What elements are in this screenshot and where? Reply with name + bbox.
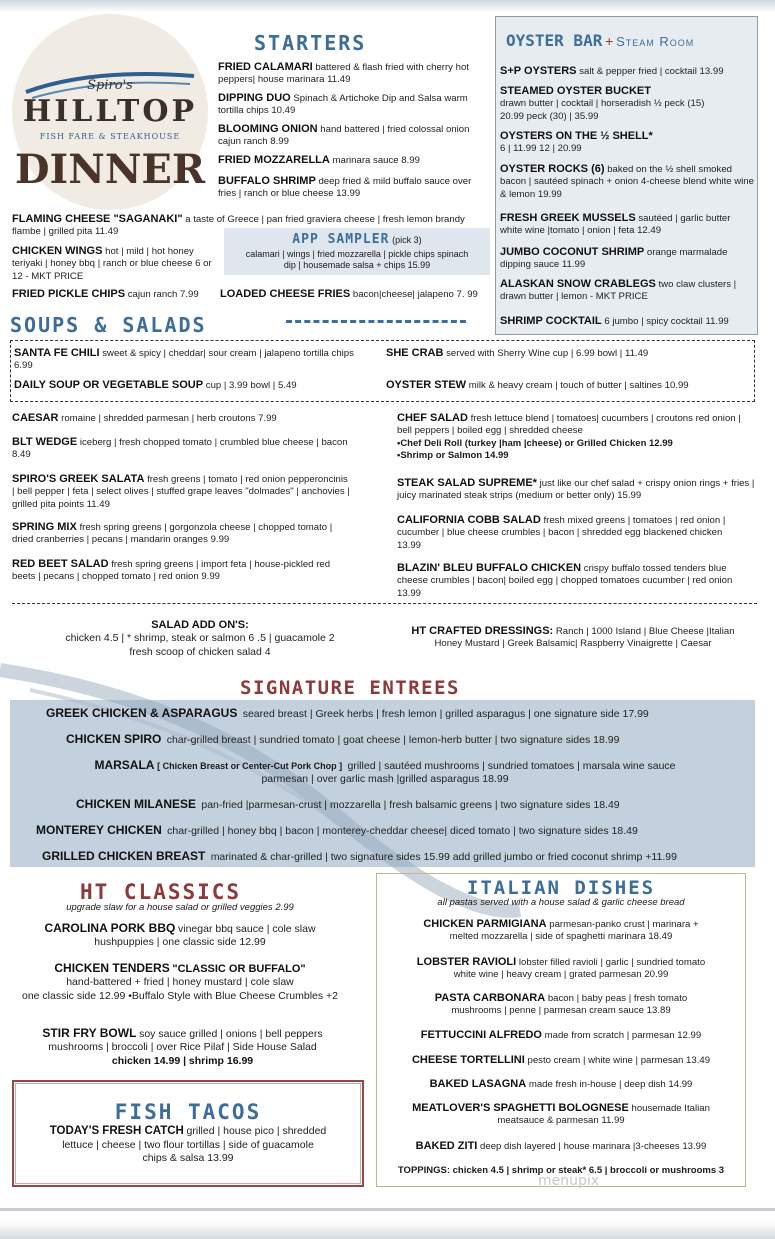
logo-tagline: FISH FARE & STEAKHOUSE: [39, 132, 181, 141]
restaurant-logo: [12, 14, 208, 210]
page-bottom-line: [0, 1208, 775, 1211]
menu-item: CAROLINA PORK BBQ vinegar bbq sauce | cole slaw hushpuppies | one classic side 12.99: [44, 921, 316, 949]
menu-item: FRIED MOZZARELLA marinara sauce 8.99: [218, 154, 420, 166]
steam-room-heading: Steam Room: [616, 34, 695, 49]
classics-note: upgrade slaw for a house salad or grilled veggies 2.99: [66, 902, 294, 913]
menu-item: ALASKAN SNOW CRABLEGS two claw clusters | drawn butter | lemon - MKT PRICE: [500, 278, 737, 303]
logo-top-text: Spiro's: [87, 78, 133, 93]
menu-item: CHICKEN WINGS hot | mild | hot honey teriyaki | honey bbq | ranch or blue cheese 6 or 12 - MKT PRICE: [12, 245, 212, 282]
dashed-divider: [286, 320, 466, 323]
top-fade: [0, 0, 775, 12]
sampler-note: (pick 3): [392, 235, 422, 245]
menu-item: FRESH GREEK MUSSELS sautéed | garlic butter white wine |tomato | onion | feta 12.49: [500, 212, 731, 237]
menu-item: S+P OYSTERS salt & pepper fried | cocktail 13.99: [500, 65, 724, 77]
watermark: menupix: [538, 1173, 600, 1189]
soups-box: [10, 340, 755, 402]
logo-hilltop: HILLTOP: [22, 94, 198, 129]
menu-item: MARSALA [ Chicken Breast or Center-Cut Pork Chop ] grilled | sautéed mushrooms | sundried tomatoes | marsala wine sauce parmesan | over garlic mash |grilled asparagus 18.99: [94, 758, 676, 786]
salad-add-ons: SALAD ADD ON'S: chicken 4.5 | * shrimp, steak or salmon 6 .5 | guacamole 2 fresh scoop of chicken salad 4: [65, 619, 335, 658]
menu-item: FLAMING CHEESE "SAGANAKI" a taste of Greece | pan fried graviera cheese | fresh lemon brandy flambe | grilled pita 11.49: [12, 213, 465, 238]
ht-classics-heading: HT CLASSICS: [80, 880, 242, 904]
menu-item: BAKED LASAGNA made fresh in-house | deep dish 14.99: [429, 1078, 693, 1090]
menu-item: STEAMED OYSTER BUCKET drawn butter | cocktail | horseradish ½ peck (15) 20.99 peck (30) | 35.99: [500, 85, 705, 122]
menu-item: LOADED CHEESE FRIES bacon|cheese| jalapeno 7. 99: [220, 288, 478, 300]
menu-item: BLAZIN' BLEU BUFFALO CHICKEN crispy buffalo tossed tenders blue cheese crumbles | bacon| boiled egg | chopped tomatoes cucumber | red onion 13.99: [397, 562, 733, 599]
menu-item: CHICKEN MILANESE pan-fried |parmesan-crust | mozzarella | fresh balsamic greens | two signature sides 18.49: [76, 797, 620, 811]
menu-item: CHEESE TORTELLINI pesto cream | white wine | parmesan 13.49: [411, 1054, 711, 1066]
menu-item: BAKED ZITI deep dish layered | house marinara |3-cheeses 13.99: [415, 1140, 707, 1152]
menu-item: SHE CRAB served with Sherry Wine cup | 6.99 bowl | 11.49: [386, 347, 649, 359]
oyster-bar-heading: OYSTER BAR: [506, 31, 603, 50]
menu-item: DAILY SOUP OR VEGETABLE SOUP cup | 3.99 bowl | 5.49: [14, 379, 297, 391]
menu-item: SPRING MIX fresh spring greens | gorgonzola cheese | chopped tomato | dried cranberries | pecans | mandarin oranges 9.99: [12, 521, 333, 546]
menu-item: FRIED PICKLE CHIPS cajun ranch 7.99: [12, 288, 199, 300]
menu-item: CAESAR romaine | shredded parmesan | herb croutons 7.99: [12, 412, 277, 424]
menu-item: GREEK CHICKEN & ASPARAGUS seared breast | Greek herbs | fresh lemon | grilled asparagus | one signature side 17.99: [46, 706, 649, 720]
menu-item: JUMBO COCONUT SHRIMP orange marmalade dipping sauce 11.99: [500, 246, 728, 271]
menu-item: CHEF SALAD fresh lettuce blend | tomatoes| cucumbers | croutons red onion | bell peppers | boiled egg | shredded cheese •Chef Deli Roll (turkey |ham |cheese) or Grilled Chicken 12.99 •Shrimp or Salmon 14.99: [397, 412, 741, 461]
menu-item: RED BEET SALAD fresh spring greens | import feta | house-pickled red beets | pecans | chopped tomato | red onion 9.99: [12, 558, 331, 583]
menu-item: LOBSTER RAVIOLI lobster filled ravioli | garlic | sundried tomato white wine | heavy cream | grated parmesan 20.99: [416, 956, 706, 981]
crafted-dressings: HT CRAFTED DRESSINGS: Ranch | 1000 Island | Blue Cheese |Italian Honey Mustard | Greek Balsamic| Raspberry Vinaigrette | Caesar: [411, 625, 735, 650]
italian-heading: ITALIAN DISHES: [466, 877, 656, 899]
signature-heading: SIGNATURE ENTREES: [240, 677, 460, 699]
toppings-line: TOPPINGS: chicken 4.5 | shrimp or steak* 6.5 | broccoli or mushrooms 3: [397, 1165, 725, 1176]
menu-item: FETTUCCINI ALFREDO made from scratch | parmesan 12.99: [420, 1029, 702, 1041]
menu-item: CALIFORNIA COBB SALAD fresh mixed greens | tomatoes | red onion | cucumber | blue cheese crumbles | bacon | shredded egg blackened chicken 13.99: [397, 514, 726, 551]
soups-salads-heading: SOUPS & SALADS: [10, 313, 207, 337]
menu-item: FRIED CALAMARI battered & flash fried with cherry hot peppers| house marinara 11.49: [218, 61, 469, 86]
sampler-title: APP SAMPLER: [292, 232, 390, 247]
divider: [12, 603, 757, 604]
menu-item: BLT WEDGE iceberg | fresh chopped tomato | crumbled blue cheese | bacon 8.49: [12, 436, 348, 461]
menu-item: MEATLOVER'S SPAGHETTI BOLOGNESE housemade Italian meatsauce & parmesan 11.99: [412, 1102, 710, 1127]
menu-item: DIPPING DUO Spinach & Artichoke Dip and Salsa warm tortilla chips 10.49: [218, 92, 468, 117]
sampler-desc: calamari | wings | fried mozzarella | pickle chips spinach dip | housemade salsa + chips 15.99: [245, 248, 469, 270]
starters-heading: STARTERS: [254, 31, 367, 55]
menu-item: STIR FRY BOWL soy sauce grilled | onions | bell peppers mushrooms | broccoli | over Rice Pilaf | Side House Salad chicken 14.99 | shrimp 16.99: [42, 1026, 323, 1067]
menu-item: CHICKEN SPIRO char-grilled breast | sundried tomato | goat cheese | lemon-herb butter | two signature sides 18.99: [66, 732, 620, 746]
menu-item: MONTEREY CHICKEN char-grilled | honey bbq | bacon | monterey-cheddar cheese| diced tomato | two signature sides 18.49: [36, 823, 638, 837]
menu-item: CHICKEN TENDERS "CLASSIC OR BUFFALO" hand-battered + fried | honey mustard | cole slaw one classic side 12.99 •Buffalo Style with Blue Cheese Crumbles +2: [21, 961, 339, 1002]
menu-item: SANTA FE CHILI sweet & spicy | cheddar| sour cream | jalapeno tortilla chips 6.99: [14, 347, 354, 372]
logo-dinner: DINNER: [14, 146, 206, 193]
menu-item: TODAY'S FRESH CATCH grilled | house pico | shredded lettuce | cheese | two flour tortillas | side of guacamole chips & salsa 13.99: [49, 1125, 327, 1165]
oyster-bar-box: [495, 16, 758, 335]
menu-item: BUFFALO SHRIMP deep fried & mild buffalo sauce over fries | ranch or blue cheese 13.99: [218, 175, 472, 200]
page-bottom-bar: [0, 1222, 775, 1239]
plus-icon: +: [605, 33, 614, 49]
menu-item: GRILLED CHICKEN BREAST marinated & char-grilled | two signature sides 15.99 add grilled jumbo or fried coconut shrimp +11.99: [42, 849, 677, 863]
menu-item: OYSTERS ON THE ½ SHELL* 6 | 11.99 12 | 20.99: [500, 130, 653, 155]
menu-item: SPIRO'S GREEK SALATA fresh greens | tomato | red onion pepperoncinis | bell pepper | feta | select olives | stuffed grape leaves "dolmades" | anchovies | grilled pita points 11.49: [12, 473, 350, 510]
menu-item: OYSTER ROCKS (6) baked on the ½ shell smoked bacon | sautéed spinach + onion 4-cheese blend white wine & lemon 19.99: [500, 163, 754, 200]
menu-item: BLOOMING ONION hand battered | fried colossal onion cajun ranch 8.99: [218, 123, 470, 148]
italian-note: all pastas served with a house salad & garlic cheese bread: [437, 897, 685, 908]
menu-item: CHICKEN PARMIGIANA parmesan-panko crust | marinara + melted mozzarella | side of spaghetti marinara 18.49: [423, 918, 699, 943]
fish-tacos-heading: FISH TACOS: [114, 1100, 262, 1124]
menu-item: SHRIMP COCKTAIL 6 jumbo | spicy cocktail 11.99: [500, 315, 729, 327]
menu-item: OYSTER STEW milk & heavy cream | touch of butter | saltines 10.99: [386, 379, 689, 391]
menu-item: PASTA CARBONARA bacon | baby peas | fresh tomato mushrooms | penne | parmesan cream sauce 13.89: [434, 992, 688, 1017]
menu-item: STEAK SALAD SUPREME* just like our chef salad + crispy onion rings + fries | juicy marinated steak strips (medium or better only) 15.99: [397, 477, 755, 502]
app-sampler-box: [224, 228, 490, 275]
